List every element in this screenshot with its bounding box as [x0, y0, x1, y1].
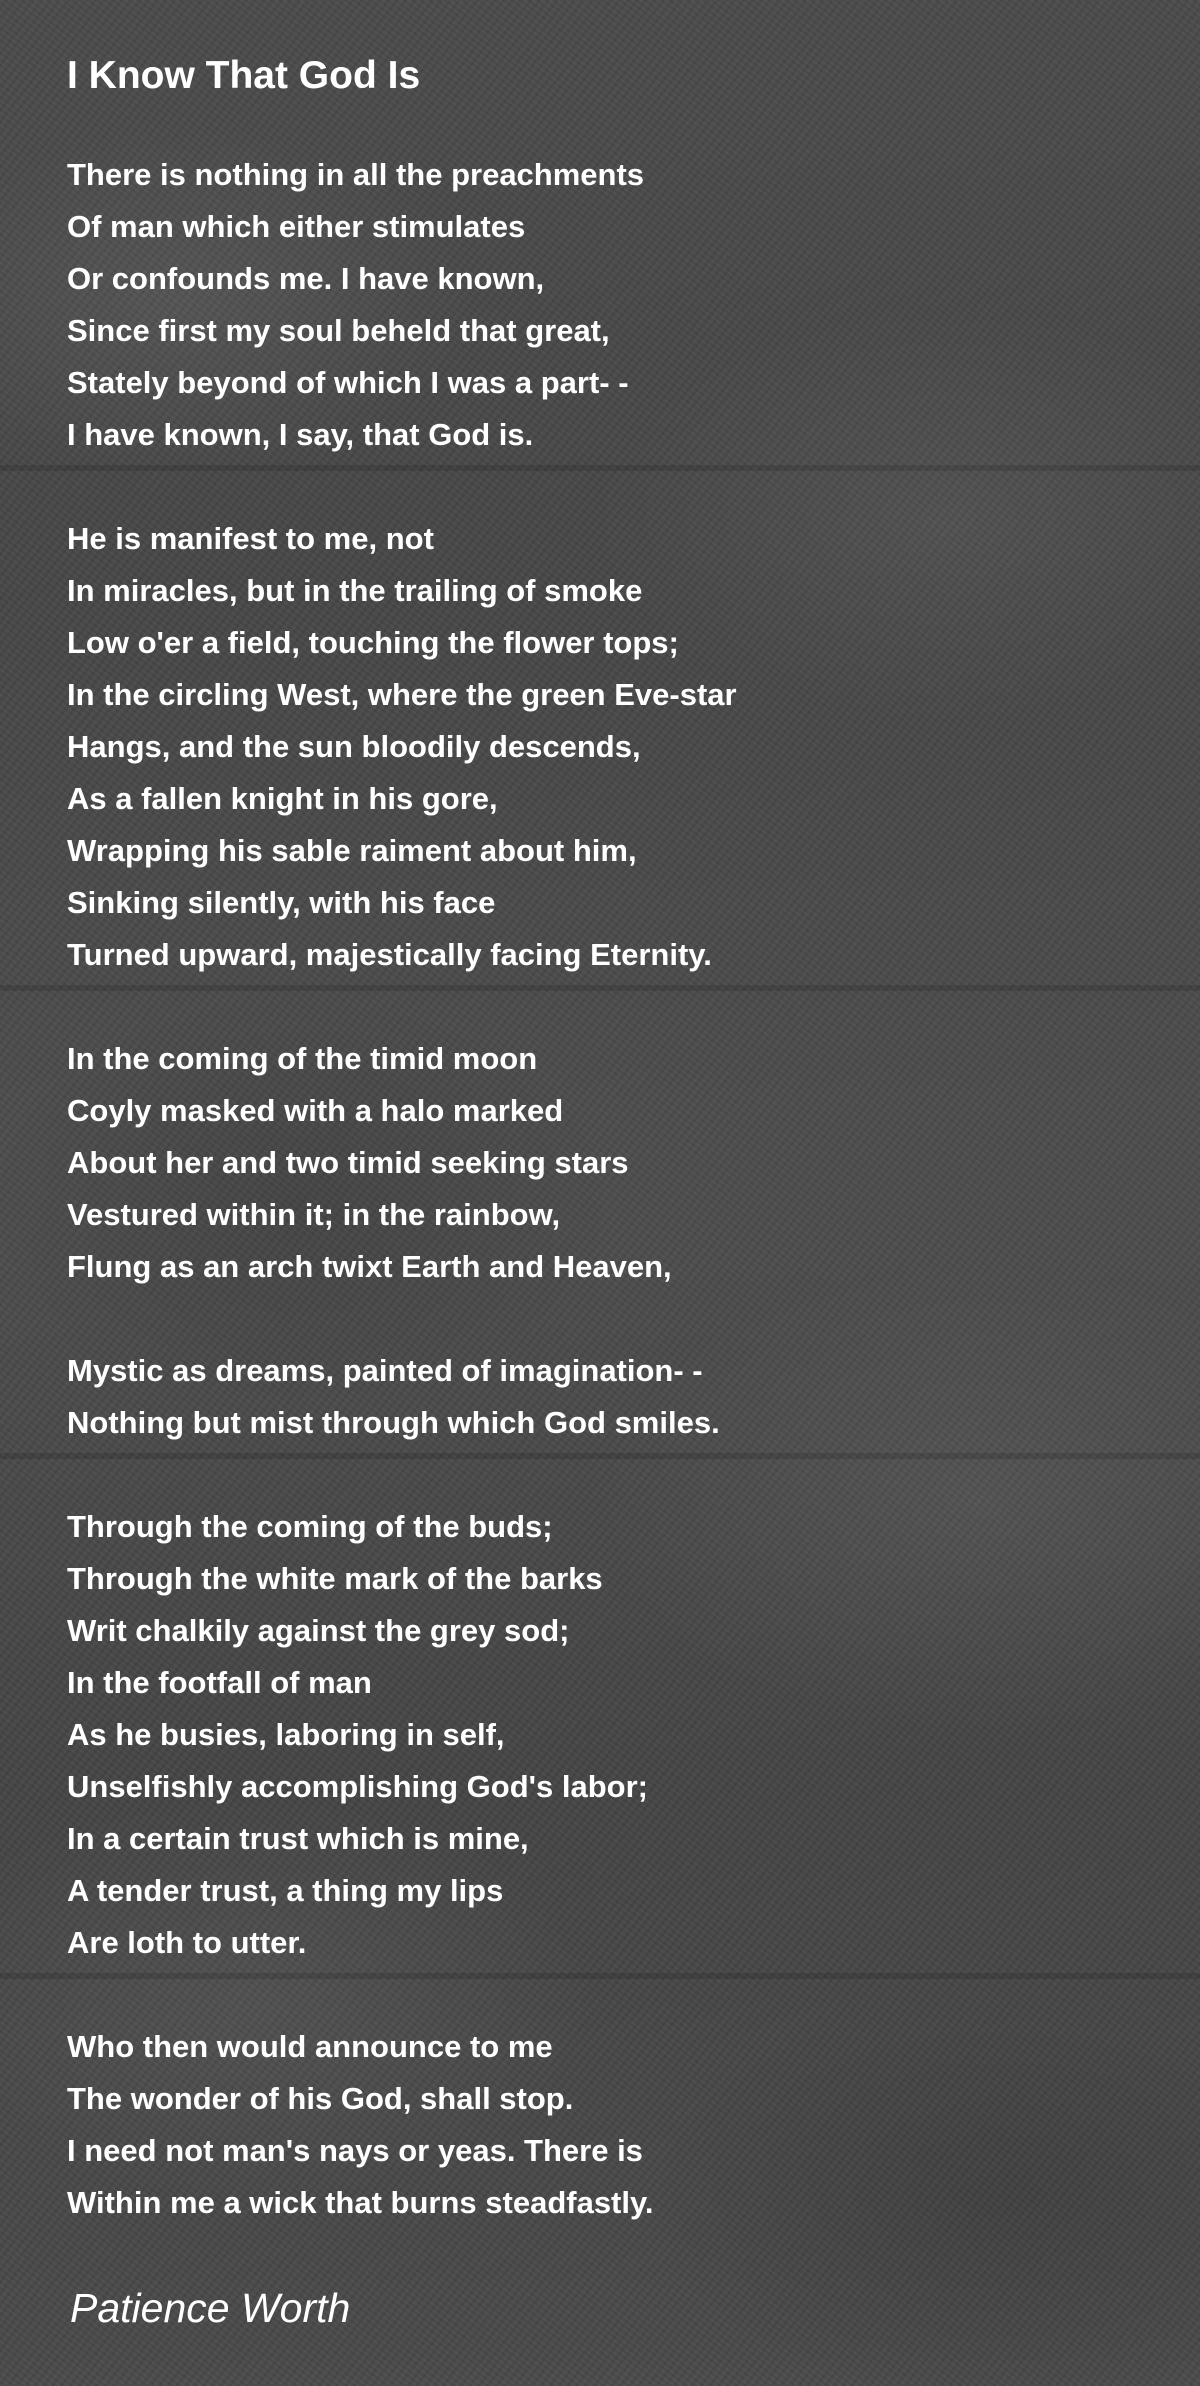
poem-line: Who then would announce to me	[67, 2029, 553, 2064]
poem-line: About her and two timid seeking stars	[67, 1145, 629, 1180]
poem-line: Or confounds me. I have known,	[67, 261, 545, 296]
poem-line: Nothing but mist through which God smiles.	[67, 1405, 720, 1440]
stanza	[67, 1345, 1167, 1449]
stanza	[67, 1033, 1167, 1293]
poem-line: A tender trust, a thing my lips	[67, 1873, 504, 1908]
stanza	[67, 2021, 1167, 2229]
poem-body	[67, 149, 1167, 2281]
poem-line: Low o'er a field, touching the flower tops;	[67, 625, 679, 660]
poem-line: Within me a wick that burns steadfastly.	[67, 2185, 654, 2220]
poem-line: As a fallen knight in his gore,	[67, 781, 498, 816]
poem-line: Hangs, and the sun bloodily descends,	[67, 729, 641, 764]
poem-line: Writ chalkily against the grey sod;	[67, 1613, 570, 1648]
stanza	[67, 149, 1167, 461]
poem-title: I Know That God Is	[67, 54, 421, 97]
poem-line: Since first my soul beheld that great,	[67, 313, 610, 348]
poem-line: Coyly masked with a halo marked	[67, 1093, 564, 1128]
poem-line: Of man which either stimulates	[67, 209, 526, 244]
poem-line: He is manifest to me, not	[67, 521, 434, 556]
poem-line: In the circling West, where the green Eve-star	[67, 677, 737, 712]
poem-line: Wrapping his sable raiment about him,	[67, 833, 637, 868]
poem-line: There is nothing in all the preachments	[67, 157, 645, 192]
poem-author: Patience Worth	[70, 2285, 351, 2331]
poem-line: I need not man's nays or yeas. There is	[67, 2133, 643, 2168]
poem-line: Unselfishly accomplishing God's labor;	[67, 1769, 648, 1804]
stanza	[67, 513, 1167, 981]
poem-line: Are loth to utter.	[67, 1925, 307, 1960]
poem-line: In a certain trust which is mine,	[67, 1821, 529, 1856]
poem-line: In the coming of the timid moon	[67, 1041, 538, 1076]
poem-line: Turned upward, majestically facing Eternity.	[67, 937, 712, 972]
poem-line: Stately beyond of which I was a part- -	[67, 365, 629, 400]
poem-line: As he busies, laboring in self,	[67, 1717, 505, 1752]
poem-line: Vestured within it; in the rainbow,	[67, 1197, 561, 1232]
poem-line: In miracles, but in the trailing of smoke	[67, 573, 643, 608]
poem-line: Flung as an arch twixt Earth and Heaven,	[67, 1249, 672, 1284]
poem-line: Through the white mark of the barks	[67, 1561, 603, 1596]
poem-line: The wonder of his God, shall stop.	[67, 2081, 574, 2116]
poem-line: I have known, I say, that God is.	[67, 417, 534, 452]
stanza	[67, 1501, 1167, 1969]
poem-line: Through the coming of the buds;	[67, 1509, 553, 1544]
poem-line: In the footfall of man	[67, 1665, 372, 1700]
poem-line: Sinking silently, with his face	[67, 885, 496, 920]
poem-line: Mystic as dreams, painted of imagination- -	[67, 1353, 703, 1388]
